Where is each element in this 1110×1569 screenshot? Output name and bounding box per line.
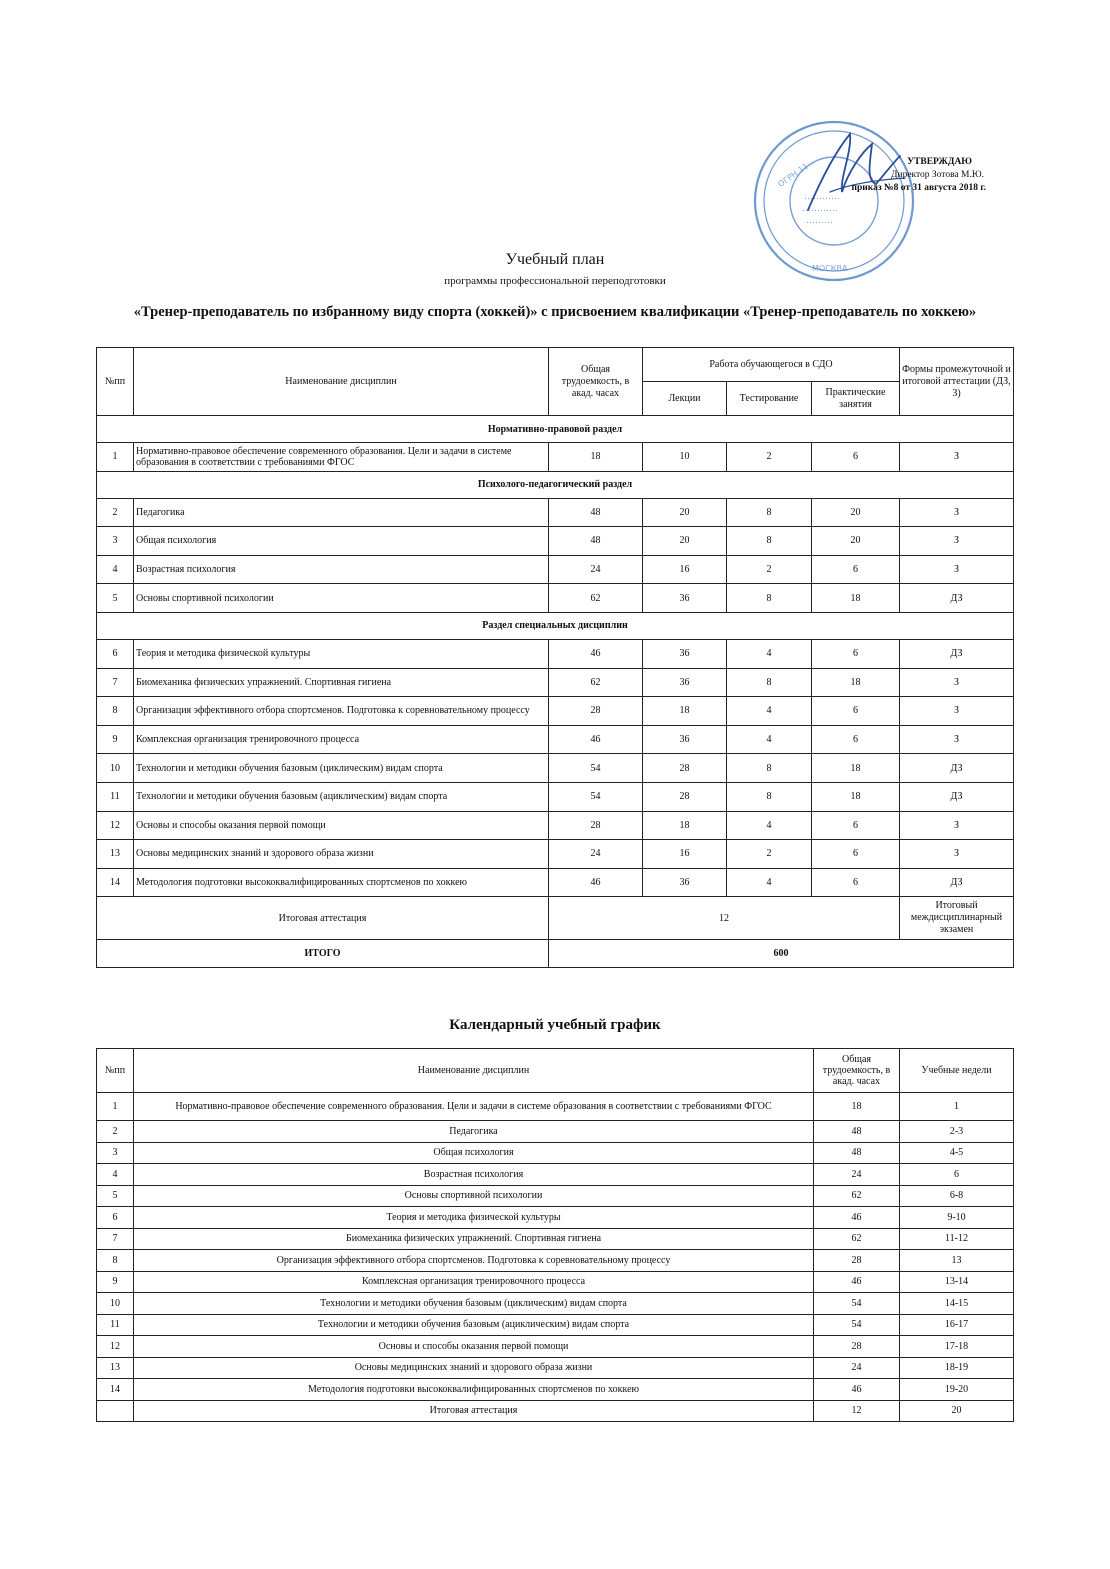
schedule-weeks: 6-8 — [900, 1185, 1014, 1207]
schedule-num: 12 — [97, 1336, 134, 1358]
row-lectures: 36 — [643, 668, 727, 697]
row-form: З — [900, 527, 1014, 556]
row-name: Комплексная организация тренировочного процесса — [134, 725, 549, 754]
table-row — [97, 868, 1014, 897]
row-lectures: 10 — [643, 443, 727, 472]
header-work: Работа обучающегося в СДО — [643, 348, 900, 382]
schedule-num: 9 — [97, 1271, 134, 1293]
row-name: Общая психология — [134, 527, 549, 556]
program-title: «Тренер-преподаватель по избранному виду спорта (хоккей)» с присвоением квалификации «Тренер-преподаватель по хоккею» — [133, 304, 977, 320]
schedule-row — [97, 1336, 1014, 1358]
schedule-num: 7 — [97, 1228, 134, 1250]
section-title: Раздел специальных дисциплин — [97, 612, 1014, 639]
schedule-title: Календарный учебный график — [449, 1017, 661, 1033]
row-name: Основы и способы оказания первой помощи — [134, 811, 549, 840]
row-form: З — [900, 668, 1014, 697]
row-form: З — [900, 555, 1014, 584]
row-num: 13 — [97, 840, 134, 869]
schedule-total: 54 — [814, 1314, 900, 1336]
schedule-num — [97, 1400, 134, 1422]
section-row — [97, 416, 1014, 443]
svg-text:МОСКВА: МОСКВА — [812, 264, 848, 273]
row-num: 5 — [97, 584, 134, 613]
schedule-name: Теория и методика физической культуры — [134, 1207, 814, 1229]
row-practice: 18 — [812, 782, 900, 811]
schedule-row — [97, 1207, 1014, 1229]
row-name: Теория и методика физической культуры — [134, 639, 549, 668]
row-lectures: 36 — [643, 584, 727, 613]
header-total: Общая трудоемкость, в акад. часах — [549, 348, 643, 416]
row-practice: 18 — [812, 584, 900, 613]
schedule-weeks: 19-20 — [900, 1379, 1014, 1401]
row-total: 62 — [549, 584, 643, 613]
row-practice: 6 — [812, 840, 900, 869]
final-attestation-label: Итоговая аттестация — [97, 897, 549, 940]
schedule-row — [97, 1271, 1014, 1293]
row-practice: 6 — [812, 555, 900, 584]
row-testing: 4 — [727, 639, 812, 668]
table-row — [97, 840, 1014, 869]
row-total: 46 — [549, 868, 643, 897]
row-testing: 2 — [727, 840, 812, 869]
row-testing: 4 — [727, 725, 812, 754]
schedule-weeks: 11-12 — [900, 1228, 1014, 1250]
schedule-num: 5 — [97, 1185, 134, 1207]
row-total: 48 — [549, 498, 643, 527]
schedule-row — [97, 1250, 1014, 1272]
schedule-num: 14 — [97, 1379, 134, 1401]
header-num: №пп — [97, 348, 134, 416]
approval-director: Директор Зотова М.Ю. — [891, 170, 984, 180]
row-form: З — [900, 697, 1014, 726]
schedule-weeks: 14-15 — [900, 1293, 1014, 1315]
row-lectures: 16 — [643, 555, 727, 584]
schedule-total: 18 — [814, 1093, 900, 1121]
schedule-weeks: 2-3 — [900, 1121, 1014, 1143]
schedule-name: Комплексная организация тренировочного процесса — [134, 1271, 814, 1293]
schedule-row — [97, 1093, 1014, 1121]
row-name: Основы спортивной психологии — [134, 584, 549, 613]
table-row — [97, 498, 1014, 527]
row-num: 8 — [97, 697, 134, 726]
schedule-table — [96, 1048, 1014, 1422]
schedule-total: 24 — [814, 1357, 900, 1379]
row-total: 46 — [549, 725, 643, 754]
row-name: Педагогика — [134, 498, 549, 527]
row-testing: 4 — [727, 811, 812, 840]
schedule-name: Основы медицинских знаний и здорового образа жизни — [134, 1357, 814, 1379]
schedule-num: 2 — [97, 1121, 134, 1143]
schedule-weeks: 16-17 — [900, 1314, 1014, 1336]
row-practice: 6 — [812, 443, 900, 472]
svg-text:………: ……… — [806, 216, 833, 226]
header-lectures: Лекции — [643, 382, 727, 416]
table-row — [97, 697, 1014, 726]
row-name: Технологии и методики обучения базовым (ациклическим) видам спорта — [134, 782, 549, 811]
row-form: З — [900, 725, 1014, 754]
row-testing: 2 — [727, 555, 812, 584]
schedule-final-label: Итоговая аттестация — [134, 1400, 814, 1422]
row-num: 2 — [97, 498, 134, 527]
row-num: 10 — [97, 754, 134, 783]
row-lectures: 16 — [643, 840, 727, 869]
schedule-final-weeks: 20 — [900, 1400, 1014, 1422]
row-practice: 20 — [812, 527, 900, 556]
schedule-name: Основы спортивной психологии — [134, 1185, 814, 1207]
row-num: 7 — [97, 668, 134, 697]
row-testing: 8 — [727, 498, 812, 527]
schedule-header-weeks: Учебные недели — [900, 1049, 1014, 1093]
row-name: Основы медицинских знаний и здорового образа жизни — [134, 840, 549, 869]
row-form: З — [900, 840, 1014, 869]
row-total: 28 — [549, 697, 643, 726]
row-testing: 8 — [727, 668, 812, 697]
section-row — [97, 471, 1014, 498]
row-total: 24 — [549, 840, 643, 869]
table-row — [97, 639, 1014, 668]
row-num: 11 — [97, 782, 134, 811]
schedule-final-row — [97, 1400, 1014, 1422]
schedule-name: Методология подготовки высококвалифицированных спортсменов по хоккею — [134, 1379, 814, 1401]
schedule-weeks: 4-5 — [900, 1142, 1014, 1164]
row-testing: 4 — [727, 697, 812, 726]
schedule-header-num: №пп — [97, 1049, 134, 1093]
row-name: Биомеханика физических упражнений. Спортивная гигиена — [134, 668, 549, 697]
row-num: 3 — [97, 527, 134, 556]
row-num: 12 — [97, 811, 134, 840]
row-testing: 2 — [727, 443, 812, 472]
table-row — [97, 555, 1014, 584]
schedule-num: 3 — [97, 1142, 134, 1164]
row-total: 54 — [549, 782, 643, 811]
schedule-total: 54 — [814, 1293, 900, 1315]
section-row — [97, 612, 1014, 639]
row-total: 46 — [549, 639, 643, 668]
row-practice: 6 — [812, 725, 900, 754]
approval-block — [800, 156, 986, 195]
table-row — [97, 527, 1014, 556]
row-testing: 8 — [727, 782, 812, 811]
total-label: ИТОГО — [97, 940, 549, 968]
row-practice: 6 — [812, 639, 900, 668]
row-lectures: 20 — [643, 527, 727, 556]
header-testing: Тестирование — [727, 382, 812, 416]
row-name: Организация эффективного отбора спортсменов. Подготовка к соревновательному процессу — [134, 697, 549, 726]
table-row — [97, 668, 1014, 697]
schedule-total: 24 — [814, 1164, 900, 1186]
row-lectures: 18 — [643, 811, 727, 840]
row-practice: 20 — [812, 498, 900, 527]
schedule-weeks: 13-14 — [900, 1271, 1014, 1293]
schedule-total: 28 — [814, 1336, 900, 1358]
row-name: Методология подготовки высококвалифицированных спортсменов по хоккею — [134, 868, 549, 897]
schedule-weeks: 17-18 — [900, 1336, 1014, 1358]
row-total: 48 — [549, 527, 643, 556]
schedule-name: Основы и способы оказания первой помощи — [134, 1336, 814, 1358]
schedule-name: Организация эффективного отбора спортсменов. Подготовка к соревновательному процессу — [134, 1250, 814, 1272]
table-row — [97, 443, 1014, 472]
row-testing: 4 — [727, 868, 812, 897]
row-num: 1 — [97, 443, 134, 472]
total-hours: 600 — [549, 940, 1014, 968]
row-name: Технологии и методики обучения базовым (циклическим) видам спорта — [134, 754, 549, 783]
schedule-total: 48 — [814, 1142, 900, 1164]
row-name: Нормативно-правовое обеспечение современного образования. Цели и задачи в системе образования в соответствии с требованиями ФГОС — [134, 443, 549, 472]
row-lectures: 20 — [643, 498, 727, 527]
schedule-name: Технологии и методики обучения базовым (ациклическим) видам спорта — [134, 1314, 814, 1336]
schedule-row — [97, 1121, 1014, 1143]
row-num: 6 — [97, 639, 134, 668]
row-lectures: 18 — [643, 697, 727, 726]
header-practice: Практические занятия — [812, 382, 900, 416]
table-row — [97, 584, 1014, 613]
schedule-name: Возрастная психология — [134, 1164, 814, 1186]
table-row — [97, 811, 1014, 840]
schedule-weeks: 13 — [900, 1250, 1014, 1272]
row-lectures: 36 — [643, 725, 727, 754]
table-row — [97, 725, 1014, 754]
schedule-name: Педагогика — [134, 1121, 814, 1143]
row-name: Возрастная психология — [134, 555, 549, 584]
schedule-num: 1 — [97, 1093, 134, 1121]
row-total: 54 — [549, 754, 643, 783]
header-forms: Формы промежуточной и итоговой аттестации (ДЗ, З) — [900, 348, 1014, 416]
schedule-header-total: Общая трудоемкость, в акад. часах — [814, 1049, 900, 1093]
schedule-row — [97, 1185, 1014, 1207]
table-row — [97, 754, 1014, 783]
final-attestation-row — [97, 897, 1014, 940]
row-form: ДЗ — [900, 782, 1014, 811]
row-practice: 6 — [812, 868, 900, 897]
final-attestation-hours: 12 — [549, 897, 900, 940]
final-attestation-form: Итоговый междисциплинарный экзамен — [900, 897, 1014, 940]
row-practice: 6 — [812, 811, 900, 840]
schedule-total: 62 — [814, 1228, 900, 1250]
table-row — [97, 782, 1014, 811]
schedule-num: 4 — [97, 1164, 134, 1186]
schedule-total: 28 — [814, 1250, 900, 1272]
total-row — [97, 940, 1014, 968]
row-total: 62 — [549, 668, 643, 697]
document-subtitle: программы профессиональной переподготовки — [444, 275, 666, 287]
curriculum-table — [96, 347, 1014, 968]
schedule-num: 11 — [97, 1314, 134, 1336]
row-num: 9 — [97, 725, 134, 754]
schedule-total: 46 — [814, 1379, 900, 1401]
schedule-total: 62 — [814, 1185, 900, 1207]
header-name: Наименование дисциплин — [134, 348, 549, 416]
schedule-weeks: 1 — [900, 1093, 1014, 1121]
schedule-weeks: 6 — [900, 1164, 1014, 1186]
section-title: Нормативно-правовой раздел — [97, 416, 1014, 443]
schedule-total: 46 — [814, 1271, 900, 1293]
row-lectures: 36 — [643, 639, 727, 668]
schedule-num: 6 — [97, 1207, 134, 1229]
schedule-total: 48 — [814, 1121, 900, 1143]
row-testing: 8 — [727, 754, 812, 783]
row-form: ДЗ — [900, 754, 1014, 783]
row-practice: 18 — [812, 668, 900, 697]
schedule-row — [97, 1228, 1014, 1250]
schedule-header-name: Наименование дисциплин — [134, 1049, 814, 1093]
schedule-final-total: 12 — [814, 1400, 900, 1422]
schedule-row — [97, 1379, 1014, 1401]
schedule-name: Биомеханика физических упражнений. Спортивная гигиена — [134, 1228, 814, 1250]
row-testing: 8 — [727, 584, 812, 613]
row-lectures: 28 — [643, 754, 727, 783]
schedule-name: Общая психология — [134, 1142, 814, 1164]
row-practice: 18 — [812, 754, 900, 783]
row-form: З — [900, 811, 1014, 840]
row-form: ДЗ — [900, 868, 1014, 897]
row-practice: 6 — [812, 697, 900, 726]
row-num: 14 — [97, 868, 134, 897]
schedule-weeks: 9-10 — [900, 1207, 1014, 1229]
schedule-row — [97, 1164, 1014, 1186]
schedule-row — [97, 1293, 1014, 1315]
approval-title: УТВЕРЖДАЮ — [907, 157, 972, 167]
document-title: Учебный план — [505, 251, 605, 268]
approval-order: приказ №8 от 31 августа 2018 г. — [851, 183, 986, 193]
row-form: З — [900, 443, 1014, 472]
row-num: 4 — [97, 555, 134, 584]
schedule-row — [97, 1357, 1014, 1379]
svg-text:…………: ………… — [802, 204, 838, 214]
row-lectures: 36 — [643, 868, 727, 897]
schedule-name: Технологии и методики обучения базовым (циклическим) видам спорта — [134, 1293, 814, 1315]
svg-text:…………: ………… — [804, 192, 840, 202]
row-form: З — [900, 498, 1014, 527]
row-total: 28 — [549, 811, 643, 840]
row-form: ДЗ — [900, 584, 1014, 613]
section-title: Психолого-педагогический раздел — [97, 471, 1014, 498]
row-total: 24 — [549, 555, 643, 584]
schedule-weeks: 18-19 — [900, 1357, 1014, 1379]
svg-text:ОГРН 11…: ОГРН 11… — [776, 156, 817, 189]
schedule-total: 46 — [814, 1207, 900, 1229]
schedule-num: 13 — [97, 1357, 134, 1379]
schedule-name: Нормативно-правовое обеспечение современного образования. Цели и задачи в системе образования в соответствии с требованиями ФГОС — [134, 1093, 814, 1121]
row-lectures: 28 — [643, 782, 727, 811]
schedule-row — [97, 1314, 1014, 1336]
row-testing: 8 — [727, 527, 812, 556]
row-total: 18 — [549, 443, 643, 472]
schedule-num: 8 — [97, 1250, 134, 1272]
schedule-num: 10 — [97, 1293, 134, 1315]
schedule-row — [97, 1142, 1014, 1164]
row-form: ДЗ — [900, 639, 1014, 668]
